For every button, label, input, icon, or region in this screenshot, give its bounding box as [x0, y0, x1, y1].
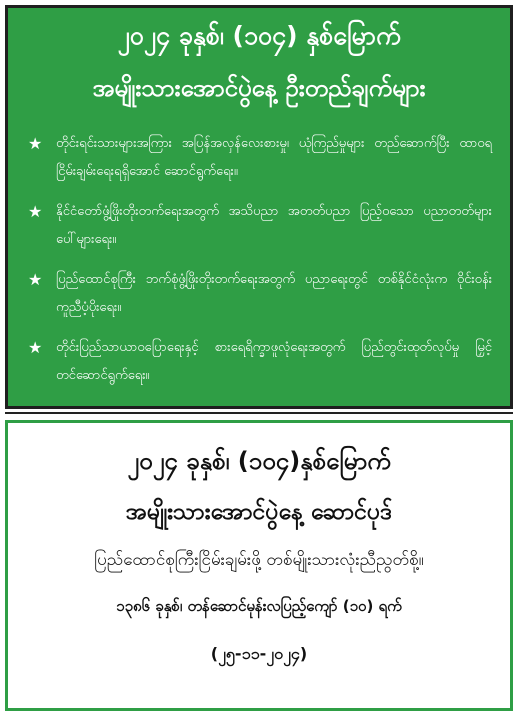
star-icon: ★ — [28, 134, 43, 153]
objectives-list — [28, 130, 492, 402]
star-icon: ★ — [28, 338, 43, 357]
objectives-panel — [5, 5, 513, 409]
slogan-title-line1: ၂၀၂၄ ခုနှစ်၊ (၁၀၄)နှစ်မြောက် — [127, 447, 391, 475]
star-icon: ★ — [28, 202, 43, 221]
list-item — [28, 334, 492, 390]
list-item — [28, 130, 492, 186]
slogan-title-line2: အမျိုးသားအောင်ပွဲနေ့ ဆောင်ပုဒ် — [125, 499, 393, 525]
list-item — [28, 198, 492, 254]
divider — [5, 412, 513, 414]
objectives-title-line1: ၂၀၂၄ ခုနှစ်၊ (၁၀၄) နှစ်မြောက် — [117, 21, 401, 50]
slogan-text: ပြည်ထောင်စုကြီးငြိမ်းချမ်းဖို့ တစ်မျိုးသားလုံးညီညွတ်စို့။ — [94, 550, 424, 570]
objective-text: တိုင်းရင်းသားများအကြား အပြန်အလှန်လေးစားမှု၊ ယုံကြည်မှုများ တည်ဆောက်ပြီး ထာဝရငြိမ်းချမ်းရေးရရှိအောင် ဆောင်ရွက်ရေး။ — [56, 136, 492, 179]
slogan-panel — [5, 420, 513, 711]
myanmar-date: ၁၃၈၆ ခုနှစ်၊ တန်ဆောင်မုန်းလပြည့်ကျော် (၁၀) ရက် — [116, 597, 402, 615]
star-icon: ★ — [28, 270, 43, 289]
gregorian-date: (၂၅-၁၁-၂၀၂၄) — [210, 644, 308, 663]
objective-text: ပြည်ထောင်စုကြီး ဘက်စုံဖွံ့ဖြိုးတိုးတက်ရေးအတွက် ပညာရေးတွင် တစ်နိုင်ငံလုံးက ဝိုင်းဝန်းကူညီပံ့ပိုးရေး။ — [56, 272, 492, 315]
objective-text: နိုင်ငံတော်ဖွံ့ဖြိုးတိုးတက်ရေးအတွက် အသိပညာ အတတ်ပညာ ပြည့်ဝသော ပညာတတ်များ ပေါ်များရေး။ — [56, 204, 492, 247]
objectives-title-line2: အမျိုးသားအောင်ပွဲနေ့ ဦးတည်ချက်များ — [92, 74, 426, 102]
objective-text: တိုင်းပြည်သာယာဝပြောရေးနှင့် စားရေရိက္ခာဖူလုံရေးအတွက် ပြည်တွင်းထုတ်လုပ်မှု မြှင့်တင်ဆောင်ရွက်ရေး။ — [56, 340, 492, 383]
list-item — [28, 266, 492, 322]
